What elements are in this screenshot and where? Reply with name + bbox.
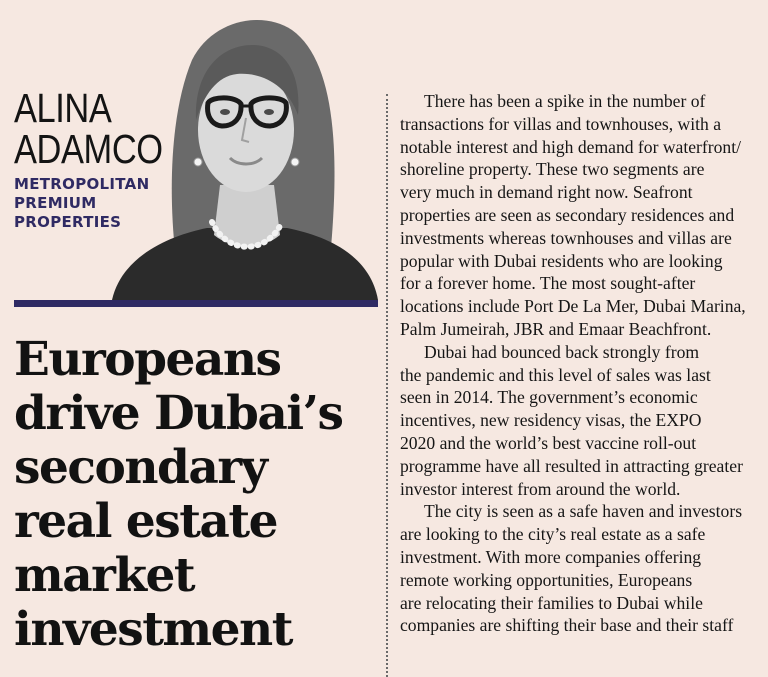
body-line: The city is seen as a safe haven and investors — [424, 501, 743, 522]
headline-line: market — [14, 548, 195, 603]
body-line: remote working opportunities, Europeans — [400, 569, 693, 590]
column-divider — [386, 94, 388, 677]
body-line: 2020 and the world’s best vaccine roll-out — [400, 432, 697, 453]
body-line: transactions for villas and townhouses, with a — [400, 113, 722, 134]
body-line: are looking to the city’s real estate as a safe — [400, 524, 706, 545]
body-line: There has been a spike in the number of — [424, 91, 706, 111]
headline-line: Europeans — [14, 332, 281, 387]
body-line: investor interest from around the world. — [400, 478, 681, 499]
body-line: very much in demand right now. Seafront — [400, 182, 693, 203]
body-line: for a forever home. The most sought-after — [400, 273, 696, 294]
body-line: popular with Dubai residents who are looking — [400, 250, 723, 271]
body-line: programme have all resulted in attracting greater — [400, 455, 743, 476]
company-line: PROPERTIES — [14, 213, 122, 231]
company-line: PREMIUM — [14, 194, 97, 212]
accent-rule — [14, 300, 378, 307]
body-line: investment. With more companies offering — [400, 546, 702, 567]
body-line: shoreline property. These two segments are — [400, 159, 705, 180]
body-line: companies are shifting their base and their staff — [400, 615, 734, 636]
article-body — [400, 90, 762, 637]
body-line: the pandemic and this level of sales was last — [400, 364, 711, 385]
body-line: incentives, new residency visas, the EXPO — [400, 410, 702, 431]
body-line: are relocating their families to Dubai while — [400, 592, 703, 613]
headline-line: drive Dubai’s — [14, 386, 343, 441]
author-last-name: ADAMCO — [14, 126, 163, 172]
headline-line: investment — [14, 602, 292, 657]
body-line: Palm Jumeirah, JBR and Emaar Beachfront. — [400, 318, 712, 339]
author-company — [14, 175, 149, 232]
body-line: investments whereas townhouses and villas are — [400, 227, 732, 248]
author-name — [14, 85, 163, 172]
article-headline — [14, 333, 384, 657]
body-line: seen in 2014. The government’s economic — [400, 387, 698, 408]
body-line: properties are seen as secondary residences and — [400, 204, 735, 225]
body-line: locations include Port De La Mer, Dubai Marina, — [400, 296, 746, 317]
body-line: Dubai had bounced back strongly from — [424, 341, 700, 362]
author-first-name: ALINA — [14, 85, 112, 131]
company-line: METROPOLITAN — [14, 175, 150, 193]
headline-line: real estate — [14, 494, 277, 549]
headline-line: secondary — [14, 440, 267, 495]
body-line: notable interest and high demand for waterfront/ — [400, 136, 742, 157]
